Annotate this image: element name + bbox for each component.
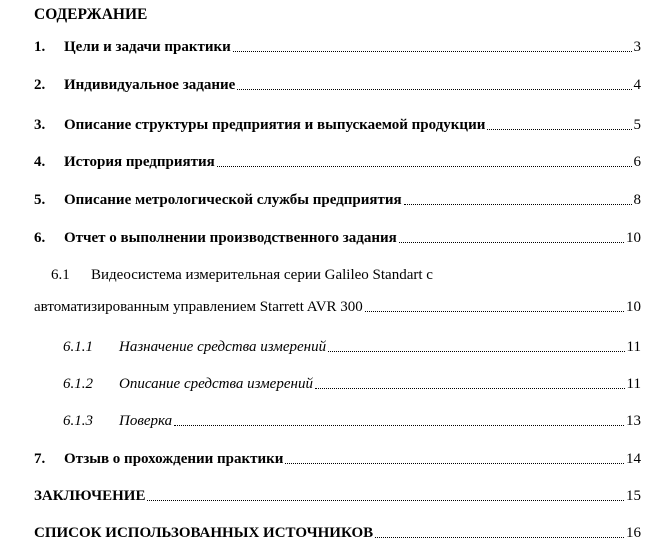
toc-entry-title: Видеосистема измерительная серии Galileo Standart с xyxy=(91,267,433,283)
toc-entry-number: 7. xyxy=(34,451,46,467)
toc-entry-2 xyxy=(34,74,641,96)
toc-entry-conclusion xyxy=(34,485,641,507)
dot-leader xyxy=(404,189,632,211)
dot-leader xyxy=(375,522,624,544)
toc-entry-title: Поверка xyxy=(119,413,173,429)
toc-entry-title: Описание метрологической службы предприятия xyxy=(64,192,402,208)
toc-entry-6-1-3 xyxy=(63,410,641,432)
toc-entry-7 xyxy=(34,448,641,470)
toc-entry-page: 13 xyxy=(626,413,641,429)
toc-entry-page: 10 xyxy=(626,299,641,315)
dot-leader xyxy=(174,410,624,432)
toc-entry-title: Отзыв о прохождении практики xyxy=(64,451,284,467)
dot-leader xyxy=(217,151,632,173)
toc-entry-number: 3. xyxy=(34,117,46,133)
toc-entry-page: 16 xyxy=(626,525,641,541)
toc-entry-6 xyxy=(34,227,641,249)
toc-entry-page: 8 xyxy=(633,192,641,208)
toc-entry-6-1-line1 xyxy=(51,264,433,286)
toc-entry-number: 5. xyxy=(34,192,46,208)
toc-entry-page: 6 xyxy=(633,154,641,170)
toc-entry-number: 6.1.2 xyxy=(63,376,93,392)
toc-entry-number: 6.1.3 xyxy=(63,413,93,429)
dot-leader xyxy=(328,336,624,358)
toc-entry-title: Индивидуальное задание xyxy=(64,77,236,93)
toc-entry-1 xyxy=(34,36,641,58)
dot-leader xyxy=(147,485,624,507)
dot-leader xyxy=(315,373,625,395)
toc-entry-title: Описание средства измерений xyxy=(119,376,313,392)
toc-entry-number: 6. xyxy=(34,230,46,246)
toc-entry-title-continued: автоматизированным управлением Starrett AVR 300 xyxy=(34,299,363,315)
toc-entry-title: Цели и задачи практики xyxy=(64,39,231,55)
toc-entry-3 xyxy=(34,114,641,136)
toc-entry-references xyxy=(34,522,641,544)
toc-entry-6-1-line2 xyxy=(34,296,641,318)
toc-entry-6-1-2 xyxy=(63,373,641,395)
toc-entry-title: Описание структуры предприятия и выпускаемой продукции xyxy=(64,117,486,133)
dot-leader xyxy=(233,36,632,58)
toc-entry-page: 3 xyxy=(633,39,641,55)
toc-entry-number: 1. xyxy=(34,39,46,55)
dot-leader xyxy=(399,227,624,249)
toc-entry-4 xyxy=(34,151,641,173)
dot-leader xyxy=(487,114,631,136)
toc-entry-title: Назначение средства измерений xyxy=(119,339,327,355)
toc-entry-page: 4 xyxy=(633,77,641,93)
toc-entry-page: 10 xyxy=(626,230,641,246)
toc-entry-title: СПИСОК ИСПОЛЬЗОВАННЫХ ИСТОЧНИКОВ xyxy=(34,525,374,541)
toc-entry-page: 5 xyxy=(633,117,641,133)
toc-entry-number: 2. xyxy=(34,77,46,93)
toc-entry-title: ЗАКЛЮЧЕНИЕ xyxy=(34,488,146,504)
toc-entry-page: 11 xyxy=(626,376,641,392)
toc-heading: СОДЕРЖАНИЕ xyxy=(34,6,148,23)
dot-leader xyxy=(285,448,624,470)
toc-entry-number: 6.1.1 xyxy=(63,339,93,355)
toc-entry-page: 11 xyxy=(626,339,641,355)
toc-entry-6-1-1 xyxy=(63,336,641,358)
toc-entry-number: 4. xyxy=(34,154,46,170)
toc-entry-page: 15 xyxy=(626,488,641,504)
dot-leader xyxy=(365,296,624,318)
toc-entry-page: 14 xyxy=(626,451,641,467)
toc-entry-title: История предприятия xyxy=(64,154,215,170)
toc-entry-title: Отчет о выполнении производственного задания xyxy=(64,230,397,246)
toc-entry-5 xyxy=(34,189,641,211)
dot-leader xyxy=(237,74,631,96)
toc-entry-number: 6.1 xyxy=(51,267,70,283)
